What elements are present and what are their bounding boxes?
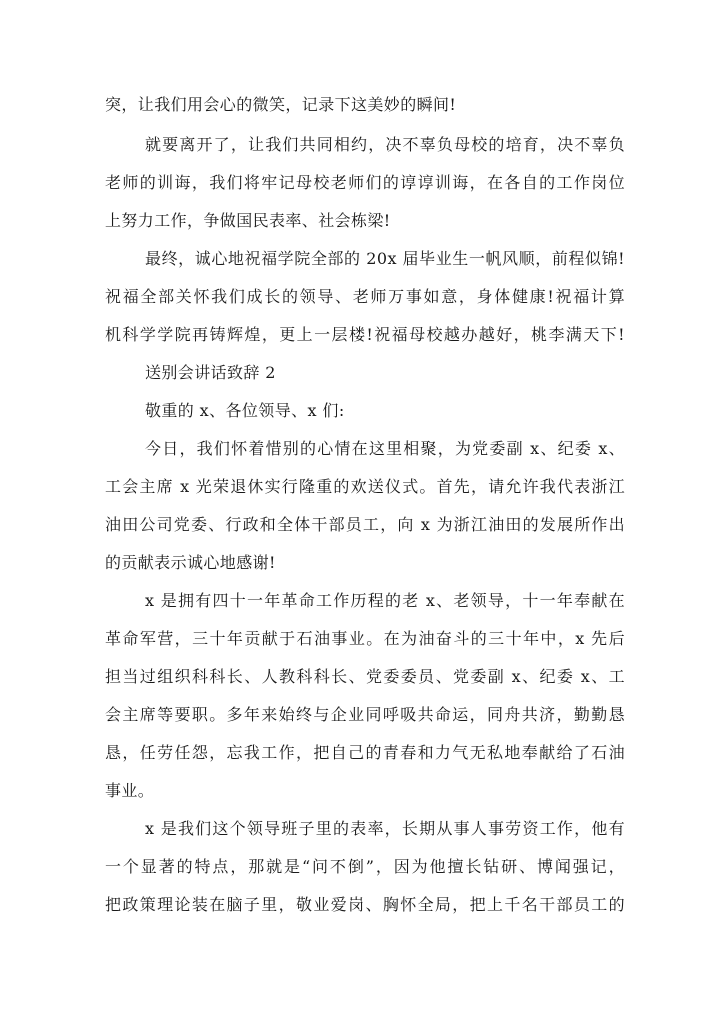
text-line: 油田公司党委、行政和全体干部员工，向 x 为浙江油田的发展所作出 <box>105 515 625 534</box>
text-line: 今日，我们怀着惜别的心情在这里相聚，为党委副 x、纪委 x、 <box>145 439 625 458</box>
text-line: 老师的训诲，我们将牢记母校老师们的谆谆训诲，在各自的工作岗位 <box>105 173 625 192</box>
text-line: x 是我们这个领导班子里的表率，长期从事人事劳资工作，他有 <box>145 819 625 838</box>
section-heading: 送别会讲话致辞 2 <box>145 363 276 382</box>
text-line: 祝福全部关怀我们成长的领导、老师万事如意，身体健康!祝福计算 <box>105 287 625 306</box>
text-line: 机科学学院再铸辉煌，更上一层楼!祝福母校越办越好，桃李满天下! <box>105 325 625 344</box>
text-line: 突，让我们用会心的微笑，记录下这美妙的瞬间! <box>105 95 457 114</box>
text-line: 最终，诚心地祝福学院全部的 20x 届毕业生一帆风顺，前程似锦! <box>145 249 625 268</box>
text-line: x 是拥有四十一年革命工作历程的老 x、老领导，十一年奉献在 <box>145 591 625 610</box>
text-line: 担当过组织科科长、人教科科长、党委委员、党委副 x、纪委 x、工 <box>105 667 625 686</box>
text-line: 就要离开了，让我们共同相约，决不辜负母校的培育，决不辜负 <box>145 135 625 154</box>
salutation: 敬重的 x、各位领导、x 们: <box>145 401 345 420</box>
text-line: 一个显著的特点，那就是“问不倒”，因为他擅长钻研、博闻强记， <box>105 857 625 876</box>
text-line: 会主席等要职。多年来始终与企业同呼吸共命运，同舟共济，勤勤恳 <box>105 705 625 724</box>
text-line: 恳，任劳任怨，忘我工作，把自己的青春和力气无私地奉献给了石油 <box>105 743 625 762</box>
text-line: 上努力工作，争做国民表率、社会栋梁! <box>105 211 391 230</box>
text-line: 事业。 <box>105 781 155 800</box>
text-line: 把政策理论装在脑子里，敬业爱岗、胸怀全局，把上千名干部员工的 <box>105 895 625 914</box>
text-line: 革命军营，三十年贡献于石油事业。在为油奋斗的三十年中，x 先后 <box>105 629 625 648</box>
text-line: 工会主席 x 光荣退休实行隆重的欢送仪式。首先，请允许我代表浙江 <box>105 477 625 496</box>
text-line: 的贡献表示诚心地感谢! <box>105 553 276 572</box>
